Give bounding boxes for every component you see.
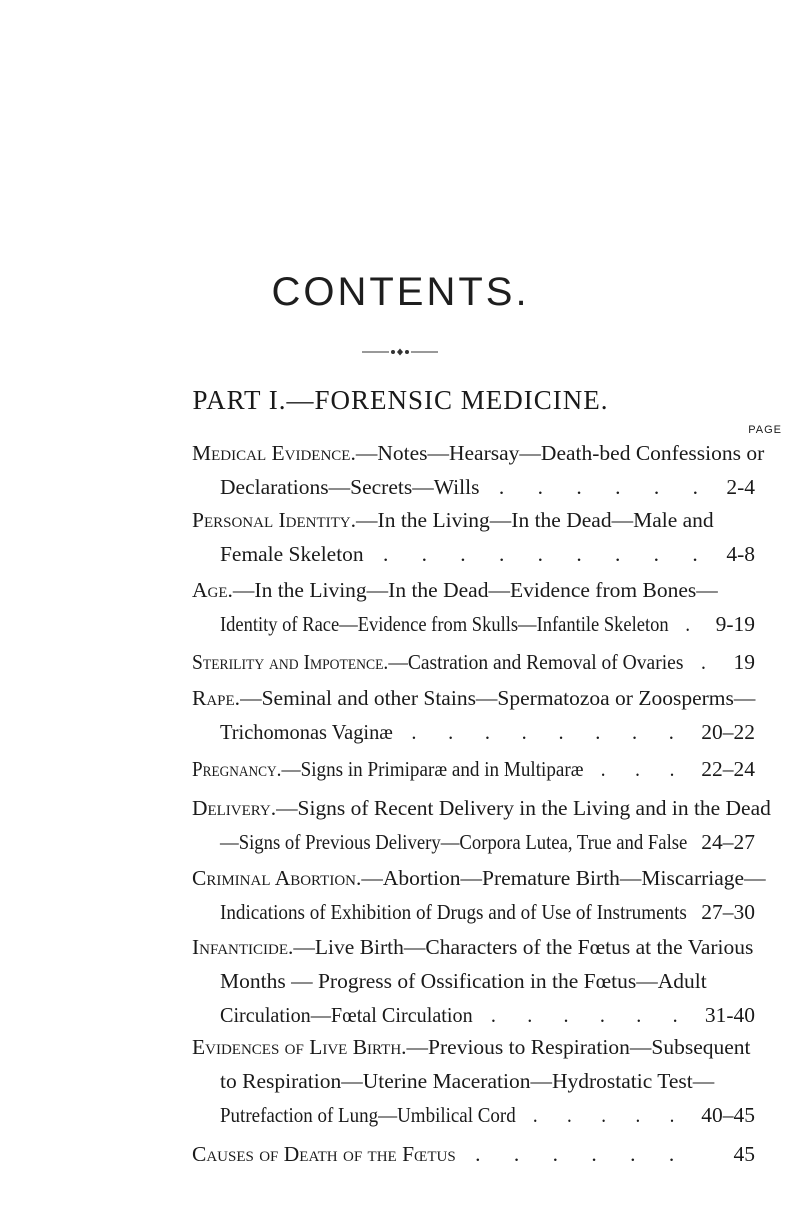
- dot-leaders: . . .: [583, 757, 687, 781]
- entry-line: [0, 964, 801, 998]
- entry-line: [0, 825, 801, 859]
- entry-body: Female Skeleton: [220, 542, 364, 566]
- entry-body: Identity of Race—Evidence from Skulls—Infantile Skeleton: [220, 612, 669, 636]
- dot-leaders: . . . . .: [515, 1103, 687, 1127]
- dot-leaders: . . . . . .: [479, 475, 712, 499]
- entry-text: [192, 573, 718, 607]
- entry-line: [0, 645, 801, 679]
- contents-heading: CONTENTS.: [271, 270, 530, 314]
- entry-text: [220, 1064, 714, 1098]
- entry-title: Sterility and Impotence.: [192, 650, 389, 674]
- entry-line: [0, 895, 801, 929]
- entry-title: Infanticide.: [192, 935, 294, 959]
- entry-body: Trichomonas Vaginæ: [220, 720, 393, 744]
- entry-body: —In the Living—In the Dead—Evidence from Bones—: [232, 578, 718, 602]
- entry-line: [0, 681, 801, 715]
- entry-line: [0, 1098, 801, 1132]
- contents-entry: [0, 503, 801, 571]
- entry-line: [0, 537, 801, 571]
- entry-line: [0, 752, 801, 786]
- entry-line: [0, 1137, 801, 1171]
- entry-text: [220, 964, 707, 998]
- entry-text: [192, 645, 719, 679]
- page-number: 19: [733, 650, 755, 674]
- page-number: 31-40: [704, 1003, 755, 1027]
- page-number: 20–22: [701, 720, 755, 744]
- entry-line: [0, 1064, 801, 1098]
- entry-text: [220, 607, 702, 641]
- entry-title: Age.: [192, 578, 233, 602]
- entry-title: Criminal Abortion.: [192, 866, 362, 890]
- contents-entry: [0, 645, 801, 679]
- entry-line: [0, 1030, 801, 1064]
- entry-line: [0, 607, 801, 641]
- page-column-label: PAGE: [748, 424, 782, 436]
- contents-entry: [0, 573, 801, 641]
- entry-text: [192, 681, 755, 715]
- entry-line: [0, 861, 801, 895]
- entry-line: [0, 573, 801, 607]
- entry-line: [0, 436, 801, 470]
- dot-leaders: .: [683, 650, 719, 674]
- entry-body: —Notes—Hearsay—Death-bed Confessions or: [355, 441, 765, 465]
- contents-entry: [0, 930, 801, 1032]
- dot-leaders: . . . . . . . .: [392, 720, 688, 744]
- entry-text: [220, 998, 691, 1032]
- entry-body: —Castration and Removal of Ovaries: [388, 650, 684, 674]
- entry-line: [0, 998, 801, 1032]
- contents-entry: [0, 752, 801, 786]
- entry-text: [192, 930, 753, 964]
- entry-text: [220, 895, 687, 929]
- entry-body: Months — Progress of Ossification in the Fœtus—Adult: [220, 969, 707, 993]
- entry-body: —In the Living—In the Dead—Male and: [356, 508, 714, 532]
- entry-body: —Seminal and other Stains—Spermatozoa or Zoosperms—: [240, 686, 756, 710]
- entry-body: to Respiration—Uterine Maceration—Hydrostatic Test—: [220, 1069, 715, 1093]
- entry-body: —Signs of Recent Delivery in the Living and in the Dead: [276, 796, 771, 820]
- entry-text: [192, 503, 714, 537]
- ornament-divider: [362, 347, 438, 357]
- entry-title: Pregnancy.: [192, 757, 282, 781]
- page-number: 22–24: [701, 757, 755, 781]
- page-number: 4-8: [726, 542, 755, 566]
- entry-text: [192, 1030, 751, 1064]
- part-heading: PART I.—FORENSIC MEDICINE.: [192, 385, 609, 415]
- entry-body: Circulation—Fœtal Circulation: [220, 1003, 473, 1027]
- entry-body: —Previous to Respiration—Subsequent: [406, 1035, 751, 1059]
- entry-text: [220, 715, 687, 749]
- entry-line: [0, 715, 801, 749]
- entry-text: [192, 861, 766, 895]
- entry-title: Medical Evidence.: [192, 441, 356, 465]
- entry-body: Putrefaction of Lung—Umbilical Cord: [220, 1103, 516, 1127]
- entry-line: [0, 470, 801, 504]
- entry-text: [192, 752, 687, 786]
- dot-leaders: . . . . . .: [455, 1142, 689, 1166]
- entry-line: [0, 503, 801, 537]
- page-number: 40–45: [701, 1103, 755, 1127]
- entry-body: —Signs in Primiparæ and in Multiparæ: [281, 757, 584, 781]
- entry-text: [220, 825, 687, 859]
- entry-body: —Signs of Previous Delivery—Corpora Lutea, True and False: [220, 830, 688, 854]
- contents-entry: [0, 436, 801, 504]
- entry-text: [220, 1098, 687, 1132]
- contents-entry: [0, 1030, 801, 1132]
- page-number: 27–30: [701, 900, 755, 924]
- contents-entry: [0, 1137, 801, 1171]
- contents-entry: [0, 861, 801, 929]
- entry-title: Rape.: [192, 686, 241, 710]
- page-number: 45: [733, 1142, 755, 1166]
- entry-body: Indications of Exhibition of Drugs and of Use of Instruments: [220, 900, 687, 924]
- contents-entry: [0, 681, 801, 749]
- entry-line: [0, 791, 801, 825]
- dot-leaders: . . . . . . . . .: [363, 542, 712, 566]
- entry-title: Personal Identity.: [192, 508, 357, 532]
- dot-leaders: .: [668, 612, 702, 636]
- page-number: 24–27: [701, 830, 755, 854]
- entry-text: [220, 537, 712, 571]
- entry-title: Delivery.: [192, 796, 277, 820]
- entry-body: —Live Birth—Characters of the Fœtus at the Various: [293, 935, 754, 959]
- entry-title: Evidences of Live Birth.: [192, 1035, 407, 1059]
- entry-title: Causes of Death of the Fœtus: [192, 1142, 456, 1166]
- entry-body: —Abortion—Premature Birth—Miscarriage—: [361, 866, 766, 890]
- contents-entry: [0, 791, 801, 859]
- entry-text: [220, 470, 712, 504]
- entry-text: [192, 436, 764, 470]
- entry-body: Declarations—Secrets—Wills: [220, 475, 480, 499]
- page-number: 9-19: [715, 612, 755, 636]
- entry-text: [192, 791, 771, 825]
- entry-text: [192, 1137, 688, 1171]
- page-number: 2-4: [726, 475, 755, 499]
- dot-leaders: . . . . . .: [472, 1003, 691, 1027]
- entry-line: [0, 930, 801, 964]
